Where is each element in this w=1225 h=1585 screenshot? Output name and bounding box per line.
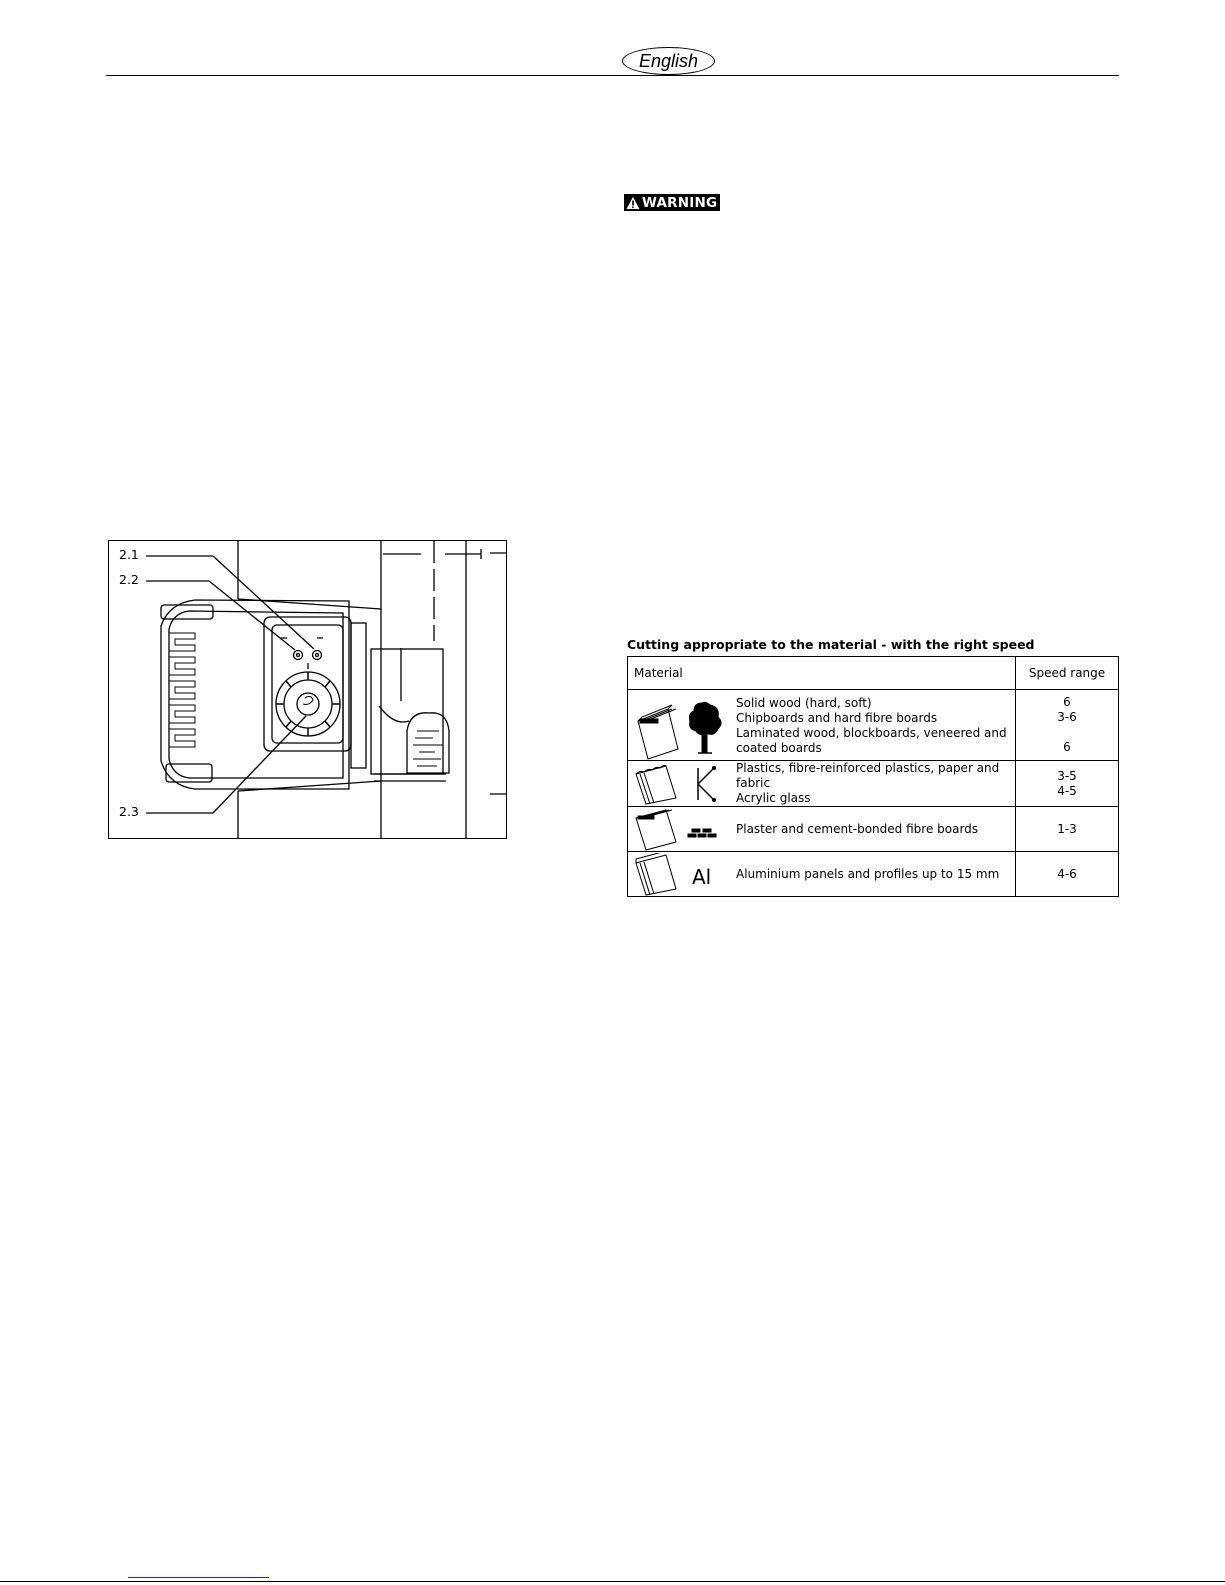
material-text: Acrylic glass (736, 791, 811, 805)
plaster-board-brick-icon (628, 808, 736, 851)
footer-link-underline[interactable] (128, 1577, 269, 1578)
table-row (628, 690, 1119, 761)
warning-triangle-icon (626, 196, 640, 210)
speed-value: 4-6 (1057, 866, 1077, 881)
warning-text: WARNING (642, 194, 718, 211)
speed-value: 3-5 (1057, 768, 1077, 783)
material-text: coated boards (736, 741, 822, 755)
aluminium-profile-icon (628, 853, 736, 896)
callout-2-3: 2.3 (119, 804, 139, 819)
table-row (628, 761, 1119, 807)
speed-cell (1016, 807, 1119, 852)
material-cell (628, 761, 1016, 807)
speed-range-header: Speed range (1016, 657, 1119, 690)
material-text: Plaster and cement-bonded fibre boards (736, 821, 979, 836)
table-row (628, 852, 1119, 897)
material-cell (628, 807, 1016, 852)
speed-cell (1016, 852, 1119, 897)
speed-table (627, 656, 1119, 897)
warning-label (624, 194, 720, 211)
speed-cell (1016, 690, 1119, 761)
table-row (628, 807, 1119, 852)
material-text: Plastics, fibre-reinforced plastics, paper and fabric (736, 761, 1000, 790)
material-cell (628, 852, 1016, 897)
material-text: Chipboards and hard fibre boards (736, 711, 938, 725)
material-text: Aluminium panels and profiles up to 15 mm (736, 866, 1000, 881)
aluminium-symbol: Al (692, 864, 712, 889)
language-badge: English (622, 47, 715, 75)
speed-dial-figure (108, 540, 507, 839)
header-rule (106, 75, 1119, 76)
material-text: Solid wood (hard, soft) (736, 696, 872, 710)
table-header-row (628, 657, 1119, 690)
speed-value: 4-5 (1057, 783, 1077, 798)
callout-2-2: 2.2 (119, 572, 139, 587)
speed-value (1016, 725, 1118, 740)
material-cell (628, 690, 1016, 761)
speed-value: 6 (1063, 695, 1071, 709)
wood-board-tree-icon (628, 691, 736, 760)
speed-value: 3-6 (1057, 710, 1077, 724)
speed-table-title: Cutting appropriate to the material - with the right speed (627, 637, 1035, 652)
footer-rule (0, 1581, 1225, 1582)
material-header: Material (628, 657, 1016, 690)
speed-value: 6 (1063, 740, 1071, 754)
jigsaw-top-view-drawing (109, 541, 508, 840)
callout-2-1: 2.1 (119, 547, 139, 562)
material-text: Laminated wood, blockboards, veneered and (736, 726, 1007, 740)
plastic-board-icon (628, 762, 736, 805)
speed-cell (1016, 761, 1119, 807)
speed-value: 1-3 (1057, 821, 1077, 836)
